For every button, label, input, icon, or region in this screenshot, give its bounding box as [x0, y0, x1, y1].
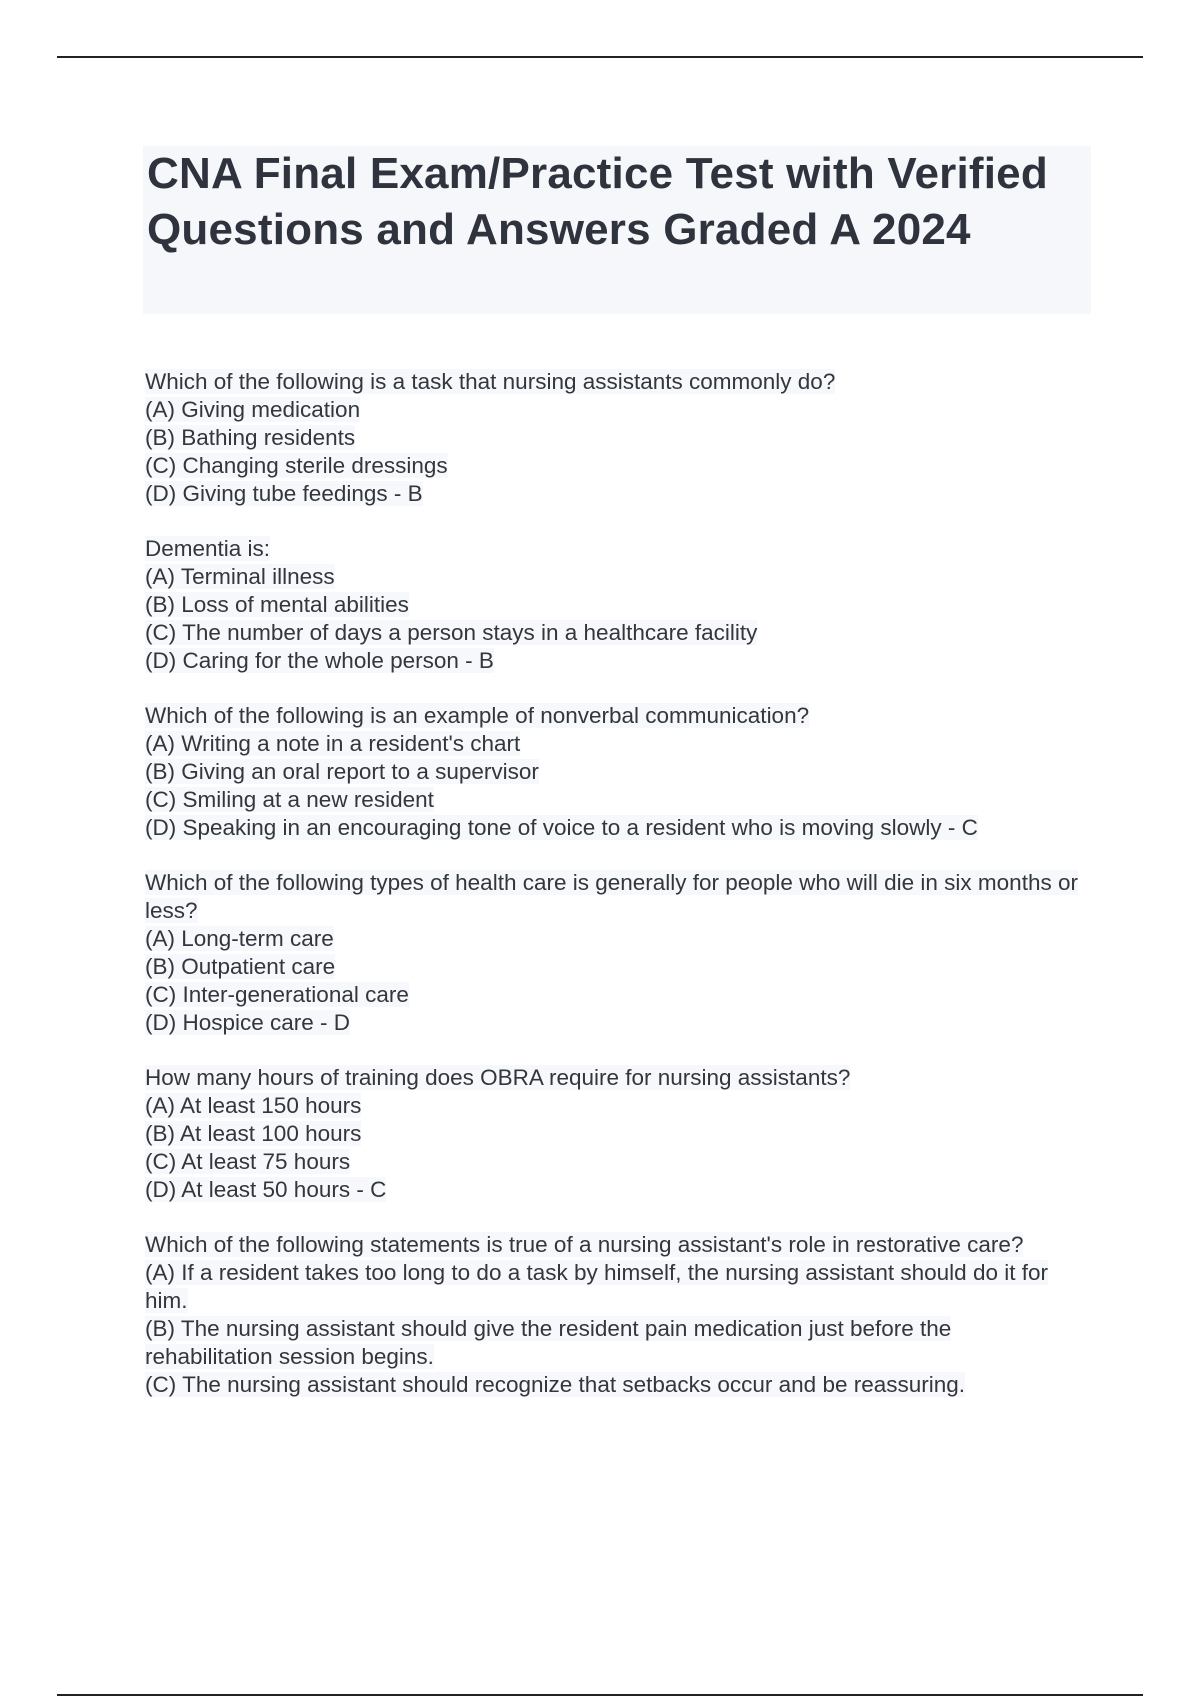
answer-option: (A) Writing a note in a resident's chart [145, 731, 521, 756]
answer-option: (D) Speaking in an encouraging tone of voice to a resident who is moving slowly - C [145, 815, 978, 840]
answer-option: (D) Caring for the whole person - B [145, 648, 494, 673]
answer-option: (C) Changing sterile dressings [145, 453, 448, 478]
answer-option: (A) At least 150 hours [145, 1093, 362, 1118]
footer-rule [57, 1694, 1143, 1696]
answer-option: (A) Giving medication [145, 397, 361, 422]
question-stem: Which of the following types of health care is generally for people who will die in six months or less? [145, 870, 1078, 923]
question-stem: Which of the following statements is true of a nursing assistant's role in restorative care? [145, 1232, 1024, 1257]
question-stem: Which of the following is an example of nonverbal communication? [145, 703, 810, 728]
answer-option: (B) At least 100 hours [145, 1121, 362, 1146]
answer-option: (B) Giving an oral report to a supervisor [145, 759, 539, 784]
title-block [143, 146, 1091, 314]
answer-option: (B) The nursing assistant should give the resident pain medication just before the rehabilitation session begins. [145, 1316, 952, 1369]
question-stem: Which of the following is a task that nursing assistants commonly do? [145, 369, 836, 394]
answer-option: (C) At least 75 hours [145, 1149, 351, 1174]
question-item [145, 1064, 1085, 1204]
answer-option: (B) Loss of mental abilities [145, 592, 409, 617]
answer-option: (A) Terminal illness [145, 564, 335, 589]
question-item [145, 368, 1085, 508]
question-stem: Dementia is: [145, 536, 271, 561]
answer-option: (D) Giving tube feedings - B [145, 481, 423, 506]
question-item [145, 702, 1085, 842]
question-item [145, 535, 1085, 675]
answer-option: (C) The number of days a person stays in a healthcare facility [145, 620, 758, 645]
answer-option: (B) Bathing residents [145, 425, 356, 450]
question-stem: How many hours of training does OBRA require for nursing assistants? [145, 1065, 851, 1090]
answer-option: (C) The nursing assistant should recognize that setbacks occur and be reassuring. [145, 1372, 966, 1397]
answer-option: (A) Long-term care [145, 926, 334, 951]
answer-option: (C) Smiling at a new resident [145, 787, 434, 812]
answer-option: (B) Outpatient care [145, 954, 336, 979]
question-item [145, 1231, 1085, 1399]
header-rule [57, 56, 1143, 58]
answer-option: (C) Inter-generational care [145, 982, 409, 1007]
question-list [145, 368, 1085, 1426]
answer-option: (A) If a resident takes too long to do a task by himself, the nursing assistant should do it for him. [145, 1260, 1048, 1313]
document-title: CNA Final Exam/Practice Test with Verified Questions and Answers Graded A 2024 [147, 149, 1048, 254]
answer-option: (D) At least 50 hours - C [145, 1177, 387, 1202]
question-item [145, 869, 1085, 1037]
answer-option: (D) Hospice care - D [145, 1010, 351, 1035]
